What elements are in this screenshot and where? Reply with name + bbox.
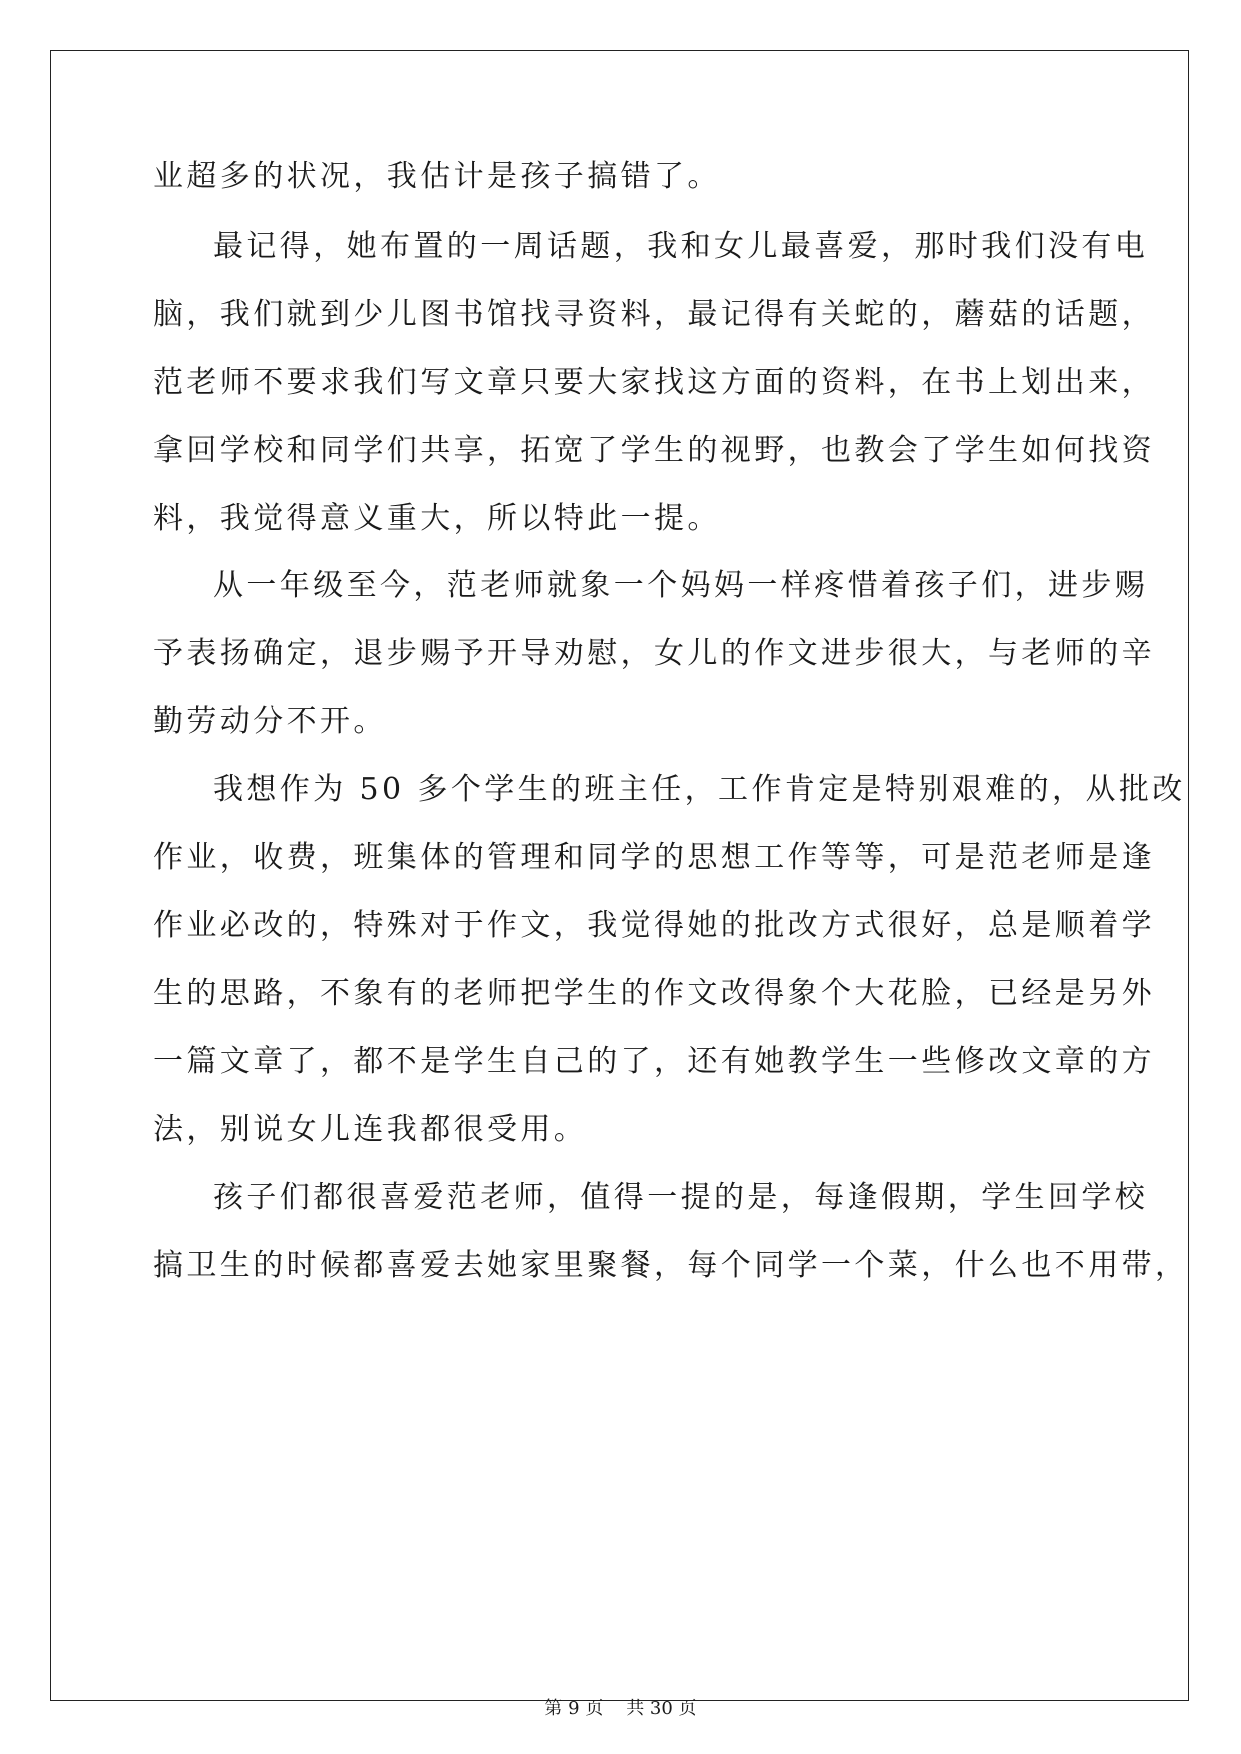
text-line: 法，别说女儿连我都很受用。 (153, 1112, 588, 1147)
text-line: 搞卫生的时候都喜爱去她家里聚餐，每个同学一个菜，什么也不用带， (153, 1248, 1189, 1283)
text-line: 业超多的状况，我估计是孩子搞错了。 (153, 159, 721, 194)
page-number: 第 9 页 共 30 页 (544, 1698, 697, 1719)
text-line: 脑，我们就到少儿图书馆找寻资料，最记得有关蛇的，蘑菇的话题， (153, 297, 1155, 332)
text-line: 一篇文章了，都不是学生自己的了，还有她教学生一些修改文章的方 (153, 1044, 1155, 1079)
paragraph-first-line: 最记得，她布置的一周话题，我和女儿最喜爱，那时我们没有电 (213, 229, 1149, 264)
text-line: 予表扬确定，退步赐予开导劝慰，女儿的作文进步很大，与老师的辛 (153, 636, 1155, 671)
paragraph-first-line: 我想作为 50 多个学生的班主任，工作肯定是特别艰难的，从批改 (213, 772, 1186, 807)
text-line: 拿回学校和同学们共享，拓宽了学生的视野，也教会了学生如何找资 (153, 433, 1155, 468)
text-line: 生的思路，不象有的老师把学生的作文改得象个大花脸，已经是另外 (153, 976, 1155, 1011)
text-line: 作业必改的，特殊对于作文，我觉得她的批改方式很好，总是顺着学 (153, 908, 1155, 943)
text-line: 勤劳动分不开。 (153, 704, 387, 739)
text-line: 料，我觉得意义重大，所以特此一提。 (153, 501, 721, 536)
text-line: 范老师不要求我们写文章只要大家找这方面的资料，在书上划出来， (153, 365, 1155, 400)
paragraph-first-line: 孩子们都很喜爱范老师，值得一提的是，每逢假期，学生回学校 (213, 1180, 1149, 1215)
text-line: 作业，收费，班集体的管理和同学的思想工作等等，可是范老师是逢 (153, 840, 1155, 875)
paragraph-first-line: 从一年级至今，范老师就象一个妈妈一样疼惜着孩子们，进步赐 (213, 568, 1149, 603)
